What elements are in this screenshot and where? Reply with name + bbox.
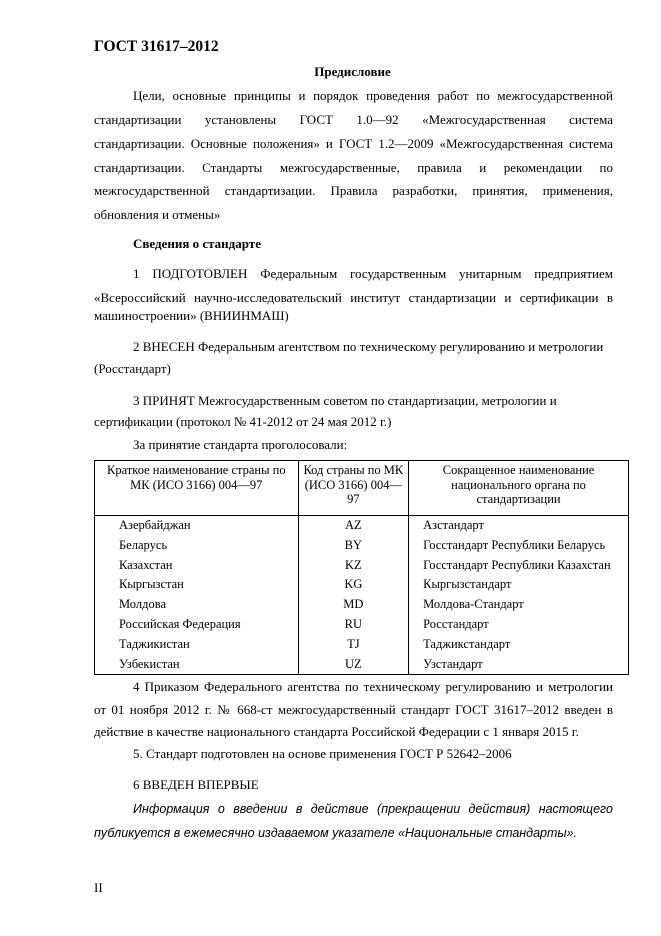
table-row <box>95 556 629 576</box>
country-cell: Азербайджан <box>95 516 299 536</box>
intro-line: Цели, основные принципы и порядок проведения работ по межгосударственной <box>133 88 613 103</box>
country-cell: Узбекистан <box>95 655 299 675</box>
body-cell: Таджикстандарт <box>409 635 629 655</box>
table-row <box>95 635 629 655</box>
item3-line: сертификации (протокол № 41-2012 от 24 мая 2012 г.) <box>94 414 392 429</box>
body-cell: Азстандарт <box>409 516 629 536</box>
table-row <box>95 536 629 556</box>
item2-line: (Росстандарт) <box>94 361 171 376</box>
body-cell: Госстандарт Республики Казахстан <box>409 556 629 576</box>
item4-line: 4 Приказом Федерального агентства по техническому регулированию и метрологии <box>133 679 613 694</box>
header-body: Сокращенное наименование национального органа по стандартизации <box>409 461 629 516</box>
table-row <box>95 516 629 536</box>
table-row <box>95 655 629 675</box>
table-header-row <box>95 461 629 516</box>
document-code-header: ГОСТ 31617–2012 <box>94 38 219 55</box>
body-cell: Госстандарт Республики Беларусь <box>409 536 629 556</box>
code-cell: RU <box>298 615 409 635</box>
body-cell: Росстандарт <box>409 615 629 635</box>
voting-table <box>94 460 629 675</box>
item6-text: 6 ВВЕДЕН ВПЕРВЫЕ <box>133 777 259 792</box>
info-heading: Сведения о стандарте <box>133 236 261 251</box>
intro-line: обновления и отмены» <box>94 207 221 222</box>
item4-line: от 01 ноября 2012 г. № 668-ст межгосударственный стандарт ГОСТ 31617–2012 введен в <box>94 702 613 717</box>
intro-line: стандартизации. Стандарты межгосударственные, правила и рекомендации по <box>94 160 613 175</box>
item4-line: действие в качестве национального стандарта Российской Федерации с 1 января 2015 г. <box>94 724 579 739</box>
country-cell: Молдова <box>95 595 299 615</box>
code-cell: TJ <box>298 635 409 655</box>
intro-line: стандартизации. Основные положения» и ГОСТ 1.2—2009 «Межгосударственная система <box>94 136 613 151</box>
intro-line: межгосударственной стандартизации. Правила разработки, принятия, применения, <box>94 183 613 198</box>
code-cell: MD <box>298 595 409 615</box>
item1-line: «Всероссийский научно-исследовательский институт стандартизации и сертификации в <box>94 290 613 305</box>
code-cell: KG <box>298 575 409 595</box>
vote-intro: За принятие стандарта проголосовали: <box>133 437 348 452</box>
code-cell: KZ <box>298 556 409 576</box>
header-country: Краткое наименование страны по МК (ИСО 3166) 004—97 <box>95 461 299 516</box>
body-cell: Узстандарт <box>409 655 629 675</box>
country-cell: Таджикистан <box>95 635 299 655</box>
body-cell: Молдова-Стандарт <box>409 595 629 615</box>
item5-text: 5. Стандарт подготовлен на основе применения ГОСТ Р 52642–2006 <box>133 746 512 761</box>
section-title: Предисловие <box>314 64 391 79</box>
country-cell: Беларусь <box>95 536 299 556</box>
country-cell: Казахстан <box>95 556 299 576</box>
code-cell: BY <box>298 536 409 556</box>
code-cell: AZ <box>298 516 409 536</box>
item2-line: 2 ВНЕСЕН Федеральным агентством по техническому регулированию и метрологии <box>133 339 604 354</box>
intro-line: стандартизации установлены ГОСТ 1.0—92 «Межгосударственная система <box>94 112 613 127</box>
table-row <box>95 615 629 635</box>
country-cell: Российская Федерация <box>95 615 299 635</box>
table-row <box>95 575 629 595</box>
body-cell: Кыргызстандарт <box>409 575 629 595</box>
item1-line: машиностроении» (ВНИИНМАШ) <box>94 308 289 323</box>
notice-line: публикуется в ежемесячно издаваемом указателе «Национальные стандарты». <box>94 826 578 840</box>
country-cell: Кыргызстан <box>95 575 299 595</box>
table-row <box>95 595 629 615</box>
code-cell: UZ <box>298 655 409 675</box>
header-code: Код страны по МК (ИСО 3166) 004—97 <box>298 461 409 516</box>
notice-line: Информация о введении в действие (прекращении действия) настоящего <box>133 802 613 816</box>
item3-line: 3 ПРИНЯТ Межгосударственным советом по стандартизации, метрологии и <box>133 393 557 408</box>
page-number: II <box>94 880 103 895</box>
item1-line: 1 ПОДГОТОВЛЕН Федеральным государственным унитарным предприятием <box>133 266 613 281</box>
